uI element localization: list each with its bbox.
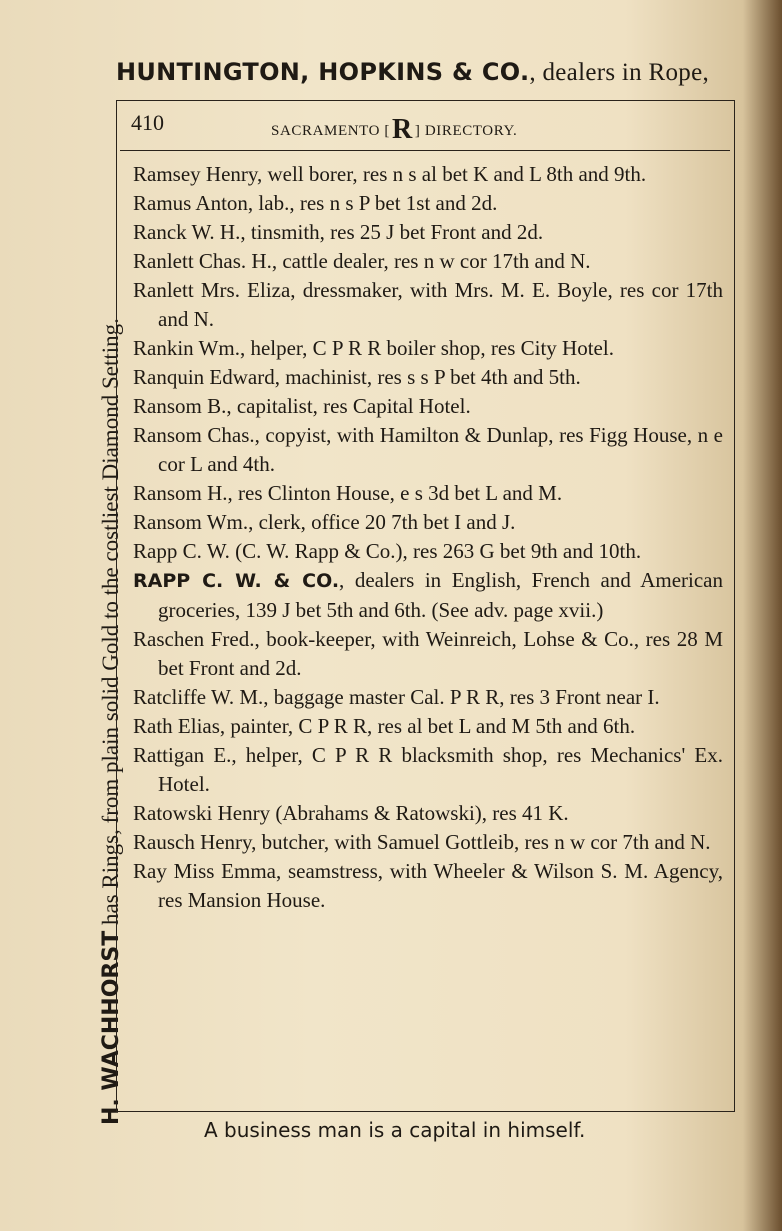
list-item xyxy=(133,247,723,276)
footer-motto: A business man is a capital in himself. xyxy=(204,1118,586,1142)
side-ad-firm: H. WACHHORST xyxy=(99,930,124,1125)
page-number: 410 xyxy=(131,110,164,135)
list-item xyxy=(133,334,723,363)
list-item xyxy=(133,741,723,799)
list-item-featured xyxy=(133,566,723,625)
entry-text: Rapp C. W. (C. W. Rapp & Co.), res 263 G bet 9th and 10th. xyxy=(133,539,642,563)
entry-text: Ransom B., capitalist, res Capital Hotel. xyxy=(133,394,471,418)
entry-text: Ranlett Mrs. Eliza, dressmaker, with Mrs. M. E. Boyle, res cor 17th and N. xyxy=(133,278,723,331)
list-item xyxy=(133,799,723,828)
entry-text: Ransom H., res Clinton House, e s 3d bet L and M. xyxy=(133,481,563,505)
directory-entries xyxy=(133,160,723,915)
list-item xyxy=(133,189,723,218)
entry-text: Ransom Chas., copyist, with Hamilton & Dunlap, res Figg House, n e cor L and 4th. xyxy=(133,423,723,476)
running-header xyxy=(131,110,721,146)
list-item xyxy=(133,857,723,915)
top-ad-firm: HUNTINGTON, HOPKINS & CO. xyxy=(116,58,530,86)
list-item xyxy=(133,363,723,392)
list-item xyxy=(133,683,723,712)
list-item xyxy=(133,479,723,508)
entry-text: Ranck W. H., tinsmith, res 25 J bet Front and 2d. xyxy=(133,220,544,244)
entry-text: Ranquin Edward, machinist, res s s P bet 4th and 5th. xyxy=(133,365,581,389)
list-item xyxy=(133,392,723,421)
entry-text: Ratowski Henry (Abrahams & Ratowski), res 41 K. xyxy=(133,801,569,825)
list-item xyxy=(133,276,723,334)
entry-text: Ray Miss Emma, seamstress, with Wheeler & Wilson S. M. Agency, res Mansion House. xyxy=(133,859,723,912)
list-item xyxy=(133,712,723,741)
entry-text: Ramsey Henry, well borer, res n s al bet K and L 8th and 9th. xyxy=(133,162,647,186)
entry-text: Ratcliffe W. M., baggage master Cal. P R R, res 3 Front near I. xyxy=(133,685,660,709)
list-item xyxy=(133,625,723,683)
entry-text: , dealers in English, French and American groceries, 139 J bet 5th and 6th. (See adv. page xvii.) xyxy=(158,568,723,622)
top-ad-text: , dealers in Rope, xyxy=(529,59,710,86)
list-item xyxy=(133,508,723,537)
entry-text: Rath Elias, painter, C P R R, res al bet L and M 5th and 6th. xyxy=(133,714,636,738)
entry-firm-name: RAPP C. W. & CO. xyxy=(133,570,340,592)
top-advertisement xyxy=(116,58,756,87)
header-city: SACRAMENTO xyxy=(271,123,381,139)
entry-text: Raschen Fred., book-keeper, with Weinreich, Lohse & Co., res 28 M bet Front and 2d. xyxy=(133,627,723,680)
entry-text: Ranlett Chas. H., cattle dealer, res n w cor 17th and N. xyxy=(133,249,591,273)
header-title: SACRAMENTO [R ] DIRECTORY. xyxy=(271,114,518,145)
list-item xyxy=(133,218,723,247)
entry-text: Ransom Wm., clerk, office 20 7th bet I and J. xyxy=(133,510,516,534)
list-item xyxy=(133,537,723,566)
entry-text: Rattigan E., helper, C P R R blacksmith shop, res Mechanics' Ex. Hotel. xyxy=(133,743,723,796)
entry-text: Rausch Henry, butcher, with Samuel Gottleib, res n w cor 7th and N. xyxy=(133,830,711,854)
entry-text: Rankin Wm., helper, C P R R boiler shop, res City Hotel. xyxy=(133,336,614,360)
list-item xyxy=(133,160,723,189)
list-item xyxy=(133,828,723,857)
header-rule xyxy=(120,150,730,151)
entry-text: Ramus Anton, lab., res n s P bet 1st and 2d. xyxy=(133,191,498,215)
header-letter: R xyxy=(392,114,413,145)
side-ad-text: has Rings, from plain solid Gold to the costliest Diamond Setting. xyxy=(98,318,123,931)
list-item xyxy=(133,421,723,479)
header-directory: DIRECTORY. xyxy=(424,123,518,139)
